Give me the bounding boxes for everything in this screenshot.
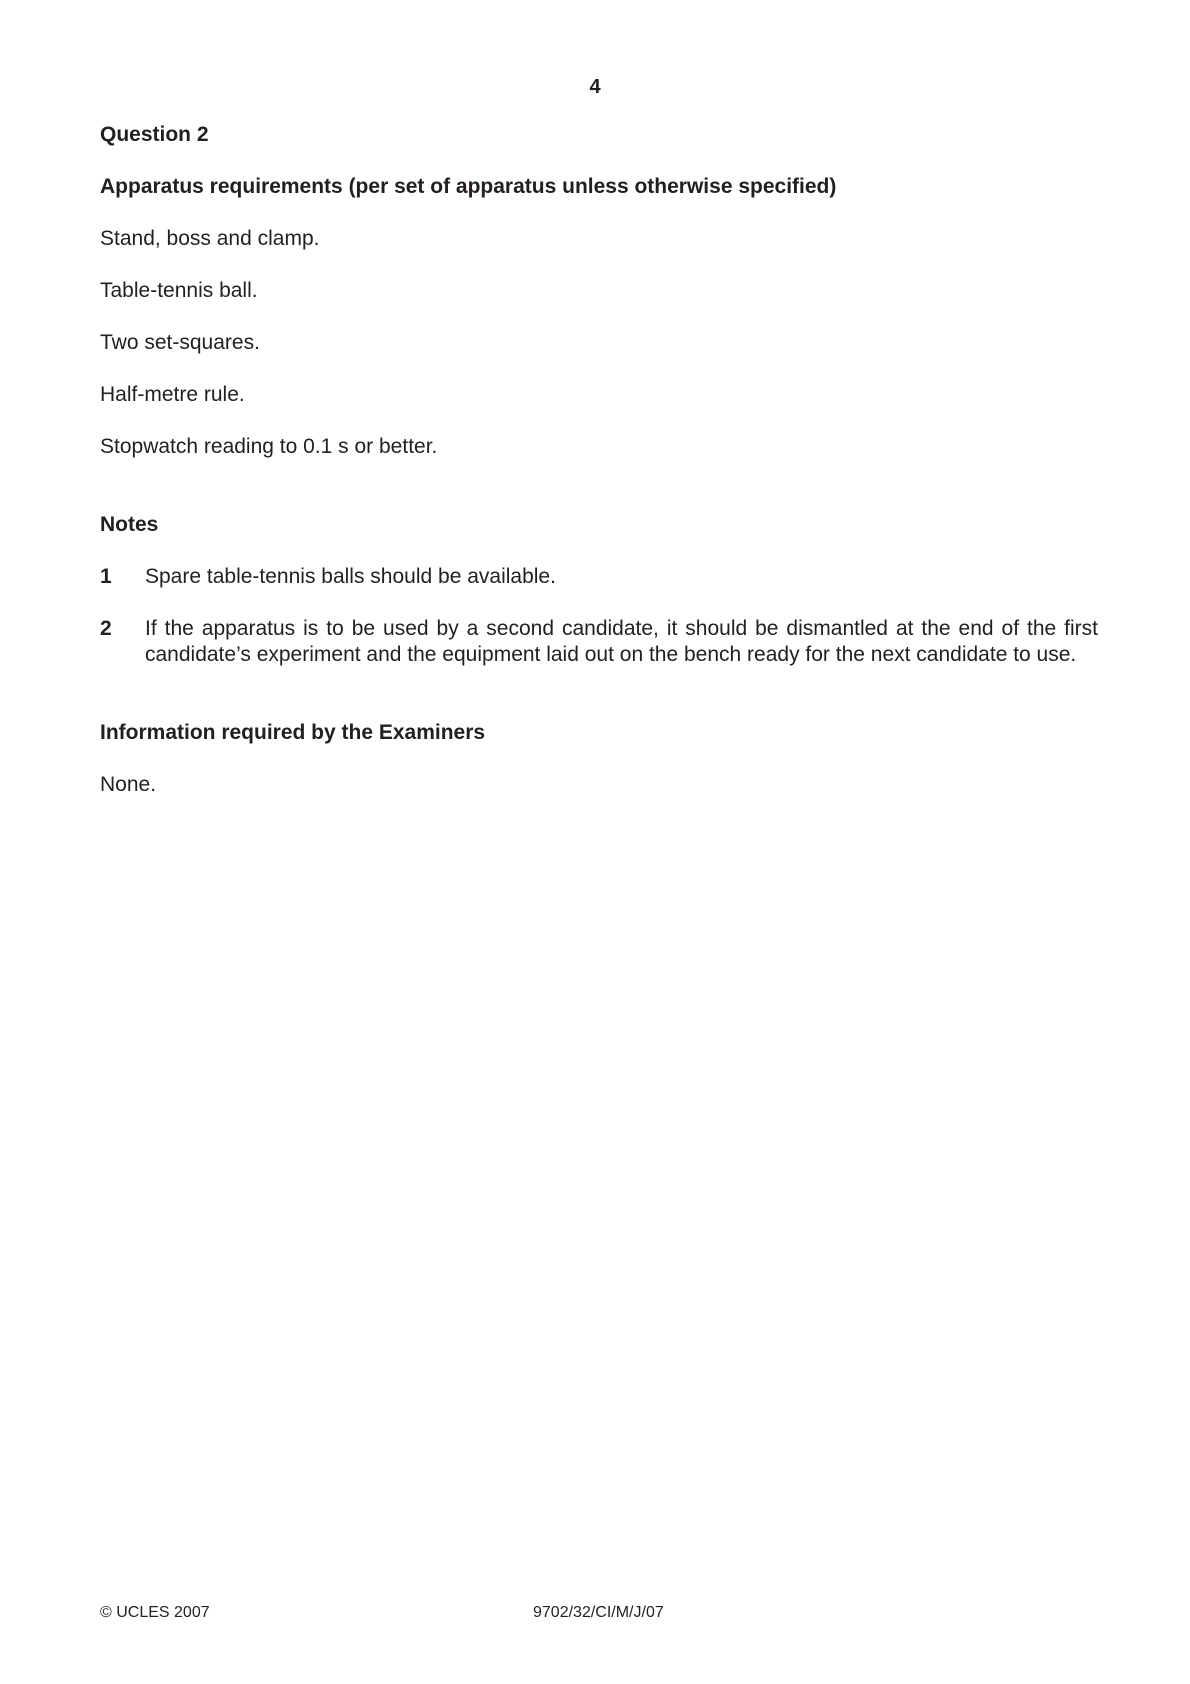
question-title: Question 2	[100, 123, 209, 146]
apparatus-item: Table-tennis ball.	[100, 279, 258, 302]
note-number: 1	[100, 565, 112, 588]
note-item	[100, 564, 1098, 590]
footer-code: 9702/32/CI/M/J/07	[533, 1604, 664, 1621]
apparatus-item: Stand, boss and clamp.	[100, 227, 320, 250]
examiners-heading: Information required by the Examiners	[100, 721, 486, 744]
note-text: Spare table-tennis balls should be available.	[145, 565, 556, 588]
apparatus-heading: Apparatus requirements (per set of apparatus unless otherwise specified)	[100, 175, 837, 198]
document-body	[100, 122, 1098, 798]
footer-copyright: © UCLES 2007	[100, 1604, 210, 1621]
notes-heading: Notes	[100, 513, 159, 536]
examiners-text: None.	[100, 773, 157, 796]
note-item	[100, 616, 1098, 668]
page-number: 4	[589, 76, 601, 98]
apparatus-item: Stopwatch reading to 0.1 s or better.	[100, 435, 438, 458]
apparatus-item: Two set-squares.	[100, 331, 260, 354]
note-text: If the apparatus is to be used by a second candidate, it should be dismantled at the end of the first candidate’s experiment and the equipment laid out on the bench ready for the next candidate to use.	[145, 617, 1098, 666]
apparatus-item: Half-metre rule.	[100, 383, 245, 406]
note-number: 2	[100, 617, 112, 640]
